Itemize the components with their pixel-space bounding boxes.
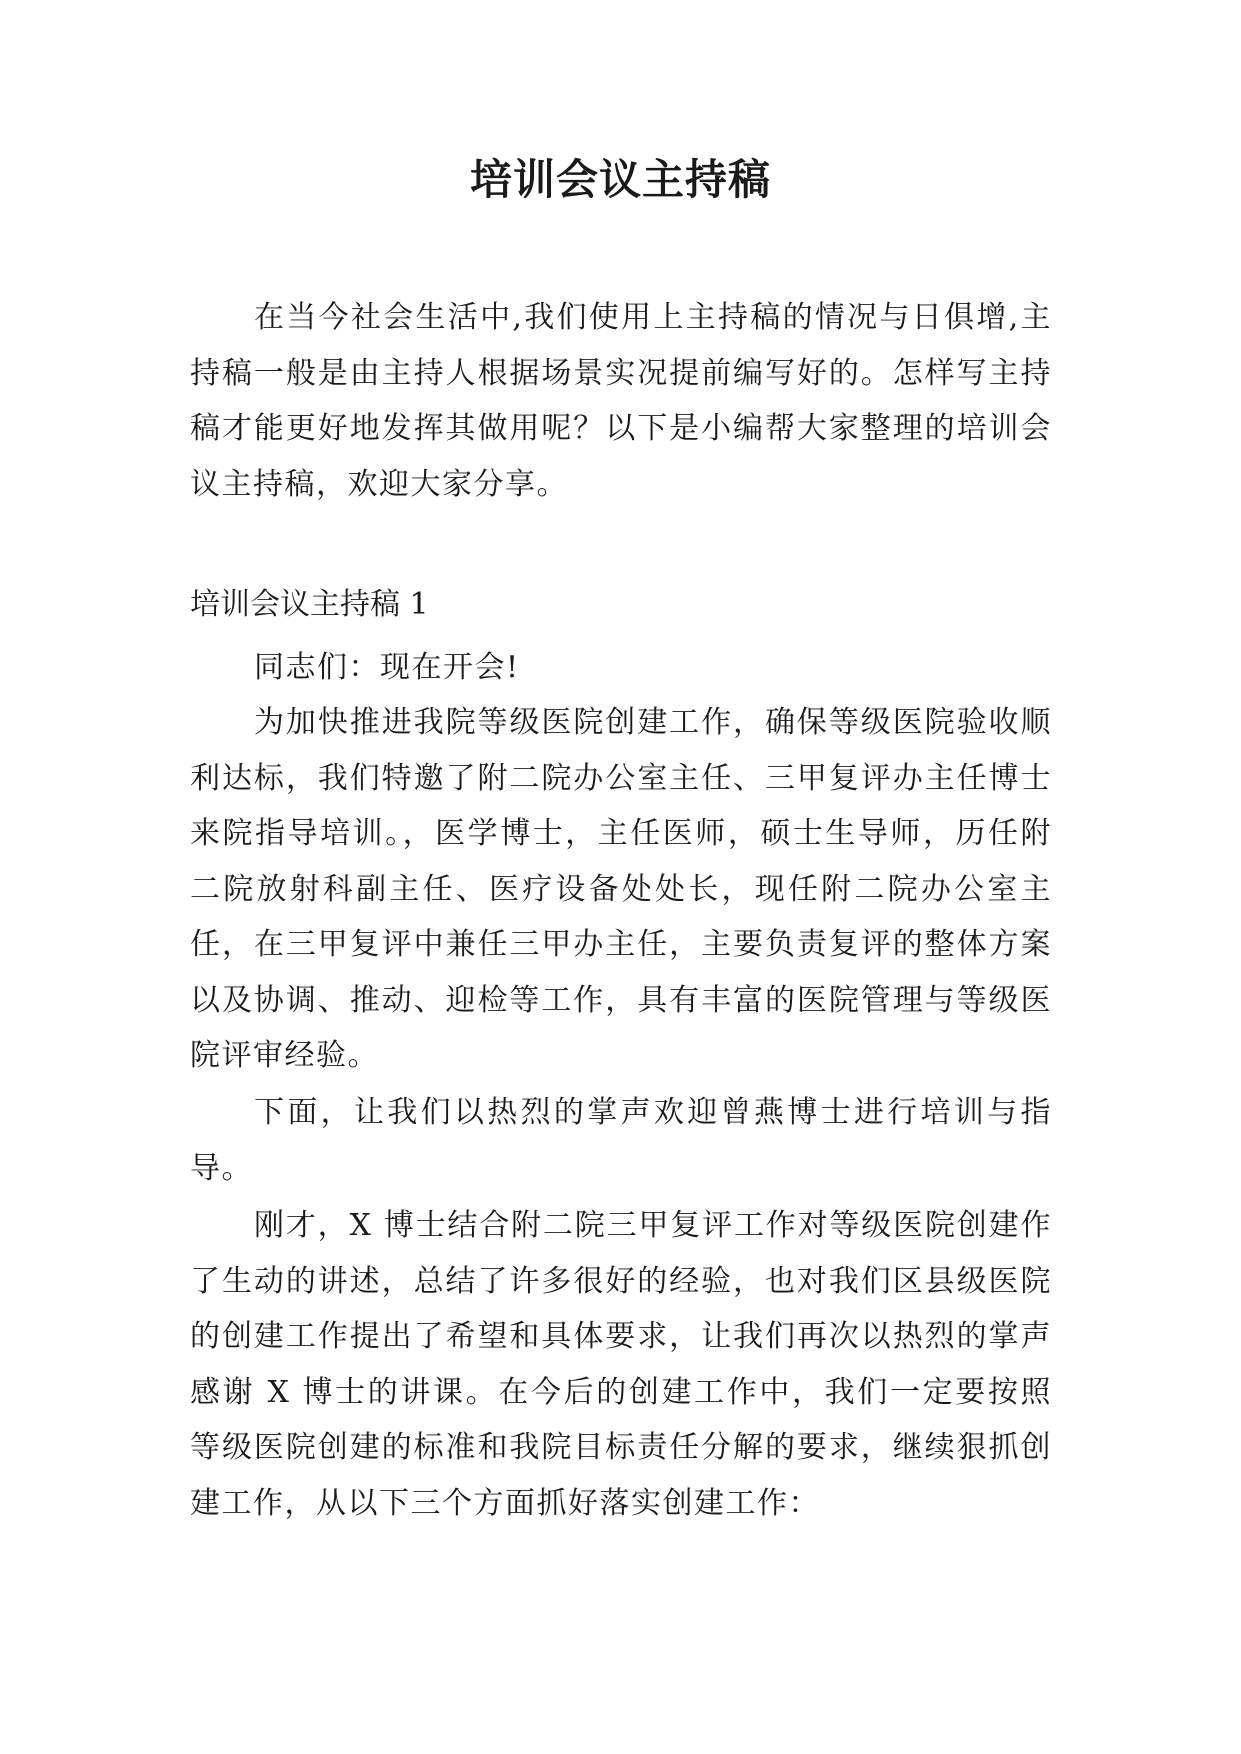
body-paragraph-1: 为加快推进我院等级医院创建工作，确保等级医院验收顺利达标，我们特邀了附二院办公室主任、三甲复评办主任博士来院指导培训。，医学博士，主任医师，硕士生导师，历任附二院放射科副主任、医疗设备处处长，现任附二院办公室主任，在三甲复评中兼任三甲办主任，主要负责复评的整体方案以及协调、推动、迎检等工作，具有丰富的医院管理与等级医院评审经验。 xyxy=(190,705,1052,1073)
body-paragraph-2: 下面，让我们以热烈的掌声欢迎曾燕博士进行培训与指导。 xyxy=(190,1095,1052,1186)
greeting-paragraph: 同志们：现在开会! xyxy=(254,650,520,685)
document-title: 培训会议主持稿 xyxy=(469,155,771,204)
intro-paragraph: 在当今社会生活中,我们使用上主持稿的情况与日俱增,主持稿一般是由主持人根据场景实况提前编写好的。怎样写主持稿才能更好地发挥其做用呢？以下是小编帮大家整理的培训会议主持稿，欢迎大家分享。 xyxy=(190,300,1052,502)
body-paragraph-3: 刚才，X 博士结合附二院三甲复评工作对等级医院创建作了生动的讲述，总结了许多很好的经验，也对我们区县级医院的创建工作提出了希望和具体要求，让我们再次以热烈的掌声感谢 X 博士的讲课。在今后的创建工作中，我们一定要按照等级医院创建的标准和我院目标责任分解的要求，继续狠抓创建工作，从以下三个方面抓好落实创建工作： xyxy=(190,1208,1052,1521)
section-heading: 培训会议主持稿 1 xyxy=(190,587,429,622)
